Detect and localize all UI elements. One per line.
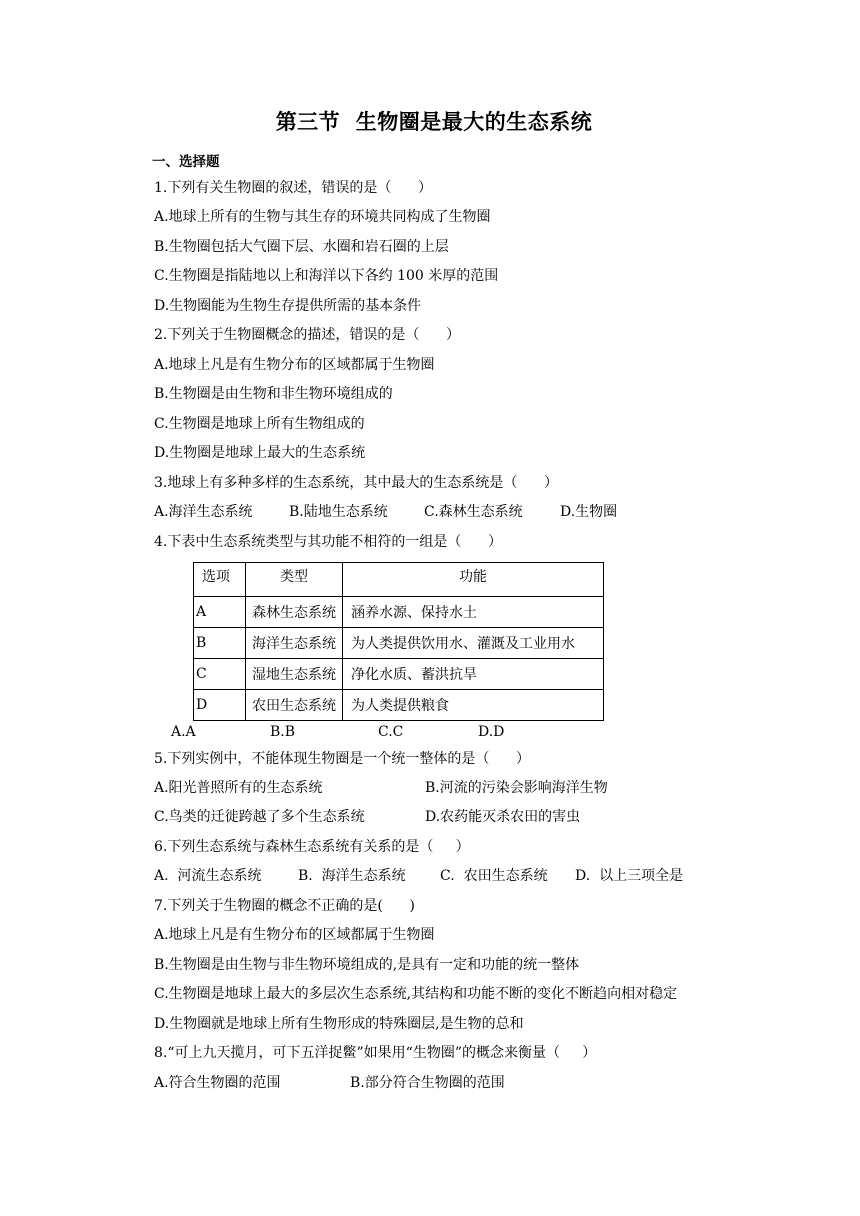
- q4-option-d: D.D: [478, 724, 505, 740]
- table-cell: C: [194, 659, 246, 690]
- table-cell: 涵养水源、保持水土: [343, 597, 604, 628]
- q2-option-d: D.生物圈是地球上最大的生态系统: [154, 445, 366, 461]
- q5-option-a: A.阳光普照所有的生态系统: [154, 780, 323, 796]
- table-header-cell: 选项: [194, 563, 246, 597]
- q8-option-b: B.部分符合生物圈的范围: [350, 1075, 505, 1091]
- q1-option-d: D.生物圈能为生物生存提供所需的基本条件: [154, 298, 422, 314]
- q7-option-d: D.生物圈就是地球上所有生物形成的特殊圈层,是生物的总和: [154, 1016, 524, 1032]
- q1-option-b: B.生物圈包括大气圈下层、水圈和岩石圈的上层: [154, 239, 449, 255]
- table-cell: 海洋生态系统: [246, 628, 343, 659]
- table-cell: 森林生态系统: [246, 597, 343, 628]
- table-cell: A: [194, 597, 246, 628]
- table-row: [194, 628, 604, 659]
- q5-stem: 5.下列实例中，不能体现生物圈是一个统一整体的是（ ）: [154, 751, 531, 767]
- q2-option-c: C.生物圈是地球上所有生物组成的: [154, 416, 365, 432]
- section-heading: 一、选择题: [152, 154, 220, 170]
- q1-option-a: A.地球上所有的生物与其生存的环境共同构成了生物圈: [154, 209, 491, 225]
- q8-stem: 8.“可上九天揽月，可下五洋捉鳖”如果用“生物圈”的概念来衡量（ ）: [154, 1045, 597, 1061]
- q2-option-b: B.生物圈是由生物和非生物环境组成的: [154, 386, 393, 402]
- q3-option-a: A.海洋生态系统: [154, 504, 253, 520]
- q1-option-c: C.生物圈是指陆地以上和海洋以下各约 100 米厚的范围: [154, 268, 499, 284]
- table-cell: 净化水质、蓄洪抗旱: [343, 659, 604, 690]
- q7-stem: 7.下列关于生物圈的概念不正确的是( ): [154, 898, 415, 914]
- table-cell: 为人类提供粮食: [343, 690, 604, 721]
- table-cell: D: [194, 690, 246, 721]
- table-cell: 湿地生态系统: [246, 659, 343, 690]
- q6-stem: 6.下列生态系统与森林生态系统有关系的是（ ）: [154, 839, 470, 855]
- table-row: [194, 659, 604, 690]
- q8-option-a: A.符合生物圈的范围: [154, 1075, 281, 1091]
- q6-option-b: B. 海洋生态系统: [298, 868, 406, 884]
- table-cell: 农田生态系统: [246, 690, 343, 721]
- q3-stem: 3.地球上有多种多样的生态系统，其中最大的生态系统是（ ）: [154, 475, 559, 491]
- q6-option-d: D. 以上三项全是: [575, 868, 684, 884]
- q5-option-b: B.河流的污染会影响海洋生物: [425, 780, 608, 796]
- table-header-cell: 功能: [343, 563, 604, 597]
- q6-option-a: A. 河流生态系统: [154, 868, 262, 884]
- q2-option-a: A.地球上凡是有生物分布的区域都属于生物圈: [154, 357, 435, 373]
- table-row: [194, 597, 604, 628]
- q5-option-d: D.农药能灭杀农田的害虫: [425, 809, 581, 825]
- q3-option-c: C.森林生态系统: [424, 504, 523, 520]
- q7-option-c: C.生物圈是地球上最大的多层次生态系统,其结构和功能不断的变化不断趋向相对稳定: [154, 986, 678, 1002]
- table-cell: B: [194, 628, 246, 659]
- q3-option-d: D.生物圈: [560, 504, 618, 520]
- q3-option-b: B.陆地生态系统: [289, 504, 388, 520]
- q4-option-c: C.C: [378, 724, 404, 740]
- q2-stem: 2.下列关于生物圈概念的描述，错误的是（ ）: [154, 327, 461, 343]
- q7-option-b: B.生物圈是由生物与非生物环境组成的,是具有一定和功能的统一整体: [154, 957, 580, 973]
- table-header-row: [194, 563, 604, 597]
- table-row: [194, 690, 604, 721]
- table-header-cell: 类型: [246, 563, 343, 597]
- q7-option-a: A.地球上凡是有生物分布的区域都属于生物圈: [154, 927, 435, 943]
- q4-option-a: A.A: [171, 724, 196, 740]
- q1-stem: 1.下列有关生物圈的叙述，错误的是（ ）: [154, 180, 433, 196]
- q5-option-c: C.鸟类的迁徙跨越了多个生态系统: [154, 809, 365, 825]
- q6-option-c: C. 农田生态系统: [440, 868, 548, 884]
- q4-option-b: B.B: [270, 724, 296, 740]
- q4-stem: 4.下表中生态系统类型与其功能不相符的一组是（ ）: [154, 534, 503, 550]
- function-table: [193, 562, 604, 721]
- page-title: 第三节 生物圈是最大的生态系统: [275, 110, 593, 134]
- table-cell: 为人类提供饮用水、灌溉及工业用水: [343, 628, 604, 659]
